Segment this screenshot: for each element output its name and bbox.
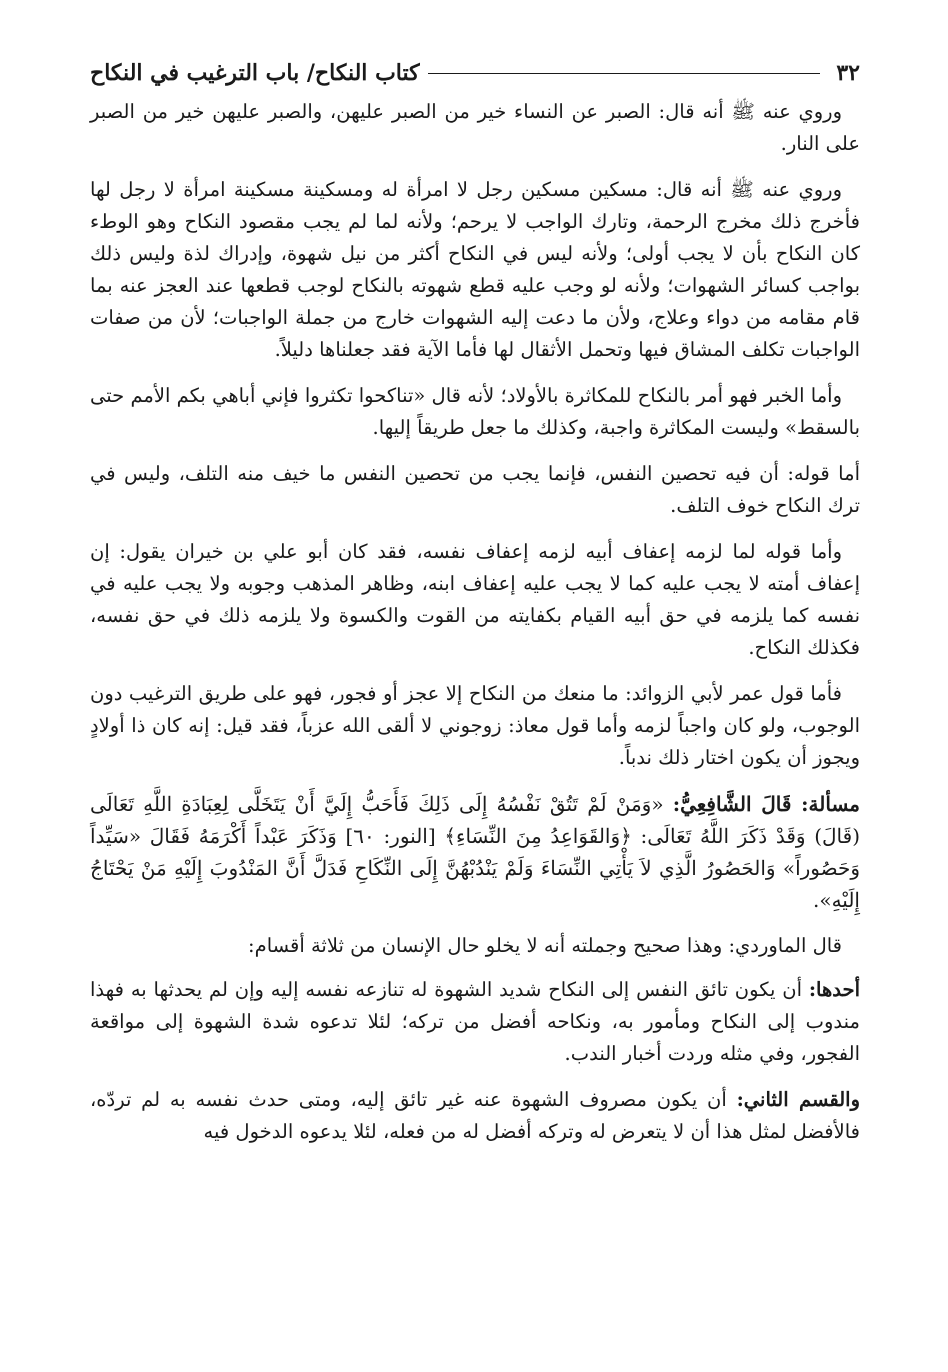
page-number: ٣٢ xyxy=(836,60,860,86)
page-header xyxy=(90,56,860,90)
shafii-quote: «وَمَنْ لَمْ تَتُقْ نَفْسُهُ إِلَى ذَلِكَ فَأَحَبُّ إِلَيَّ أَنْ يَتَخَلَّى لِعِبَادَةِ اللَّهِ تَعَالَى (قَالَ) وَقَدْ ذَكَرَ اللَّهُ تَعَالَى: ﴿وَالقَوَاعِدُ مِنَ النِّسَاءِ﴾ [النور: ٦٠] وَذَكَرَ عَبْداً أَكْرَمَهُ فَقَالَ «سَيِّداً وَحَصُوراً» وَالحَصُورُ الَّذِي لاَ يَأْتِي النِّسَاءَ وَلَمْ يَنْدُبْهُنَّ إِلَى النِّكَاحِ فَدَلَّ أَنَّ المَنْدُوبَ إِلَيْهِ مَنْ يَحْتَاجُ إِلَيْهِ». xyxy=(90,792,861,912)
book-page xyxy=(90,56,860,1356)
paragraph-7-masala xyxy=(90,788,860,916)
paragraph-10-text: أن يكون مصروف الشهوة عنه غير تائق إليه، ومتى حدث نفسه به لم تردّه، فالأفضل لمثل هذا أن لا يتعرض له وتركه أفضل له من فعله، لئلا يدعوه الدخول فيه xyxy=(90,1088,860,1143)
paragraph-9-text: أن يكون تائق النفس إلى النكاح شديد الشهوة له تنازعه نفسه إليه وإن لم يحدثها به فهذا مندوب إلى النكاح ومأمور به، ونكاحه أفضل من تركه؛ لئلا تدعوه شدة الشهوة إلى مواقعة الفجور، وفي مثله وردت أخبار الندب. xyxy=(90,978,860,1065)
paragraph-1 xyxy=(90,96,860,160)
paragraph-4 xyxy=(90,458,860,522)
paragraph-8-text: قال الماوردي: وهذا صحيح وجملته أنه لا يخلو حال الإنسان من ثلاثة أقسام: xyxy=(248,934,842,957)
paragraph-1-text: وروي عنه ﷺ أنه قال: الصبر عن النساء خير من الصبر عليهن، والصبر عليهن خير من الصبر على النار. xyxy=(90,100,860,155)
second-section-lead: والقسم الثاني: xyxy=(736,1088,860,1111)
paragraph-3 xyxy=(90,380,860,444)
paragraph-3-text: وأما الخبر فهو أمر بالنكاح للمكاثرة بالأولاد؛ لأنه قال «تناكحوا تكثروا فإني أباهي بكم الأمم حتى بالسقط» وليست المكاثرة واجبة، وكذلك ما جعل طريقاً إليها. xyxy=(90,384,860,439)
paragraph-4-text: أما قوله: أن فيه تحصين النفس، فإنما يجب من تحصين النفس ما خيف منه التلف، وليس في ترك النكاح خوف التلف. xyxy=(90,462,860,517)
masala-lead: مسألة: قَالَ الشَّافِعِيُّ: xyxy=(672,792,860,816)
paragraph-2 xyxy=(90,174,860,366)
running-title: كتاب النكاح/ باب الترغيب في النكاح xyxy=(90,60,420,86)
header-rule xyxy=(428,73,821,74)
paragraph-2-text: وروي عنه ﷺ أنه قال: مسكين مسكين رجل لا امرأة له ومسكينة مسكينة امرأة لا رجل لها فأخرج ذلك مخرج الرحمة، وتارك الواجب لا يرحم؛ ولأنه لما لم يجب مقصود النكاح وهو الوطء كان النكاح بأن لا يجب أولى؛ ولأنه ليس في النكاح أكثر من نيل شهوة، وإدراك لذة وليس ذلك بواجب كسائر الشهوات؛ ولأنه لو وجب عليه قطع شهوته بالنكاح لوجب قطعها عند العجز عنه بما قام مقامه من دواء وعلاج، ولأن ما دعت إليه الشهوات خارج من جملة الواجبات؛ لأن من صفات الواجبات تكلف المشاق فيها وتحمل الأثقال لها فأما الآية فقد جعلناها دليلاً. xyxy=(90,178,860,361)
paragraph-5-text: وأما قوله لما لزمه إعفاف أبيه لزمه إعفاف نفسه، فقد كان أبو علي بن خيران يقول: إن إعفاف أمته لا يجب عليه كما لا يجب عليه إعفاف ابنه، وظاهر المذهب وجوبه ولا يجب عليه في نفسه كما يلزمه في حق أبيه القيام بكفايته من القوت والكسوة ولا يلزمه ذلك في حق نفسه، فكذلك النكاح. xyxy=(90,540,860,659)
paragraph-9 xyxy=(90,974,860,1070)
paragraph-10 xyxy=(90,1084,860,1148)
paragraph-6-text: فأما قول عمر لأبي الزوائد: ما منعك من النكاح إلا عجز أو فجور، فهو على طريق الترغيب دون الوجوب، ولو كان واجباً لزمه وأما قول معاذ: زوجوني لا ألقى الله عزباً، فقد قيل: إنه كان ذا أولادٍ ويجوز أن يكون اختار ذلك ندباً. xyxy=(90,682,860,769)
first-section-lead: أحدها: xyxy=(808,978,860,1001)
paragraph-8 xyxy=(90,930,860,962)
paragraph-6 xyxy=(90,678,860,774)
paragraph-5 xyxy=(90,536,860,664)
